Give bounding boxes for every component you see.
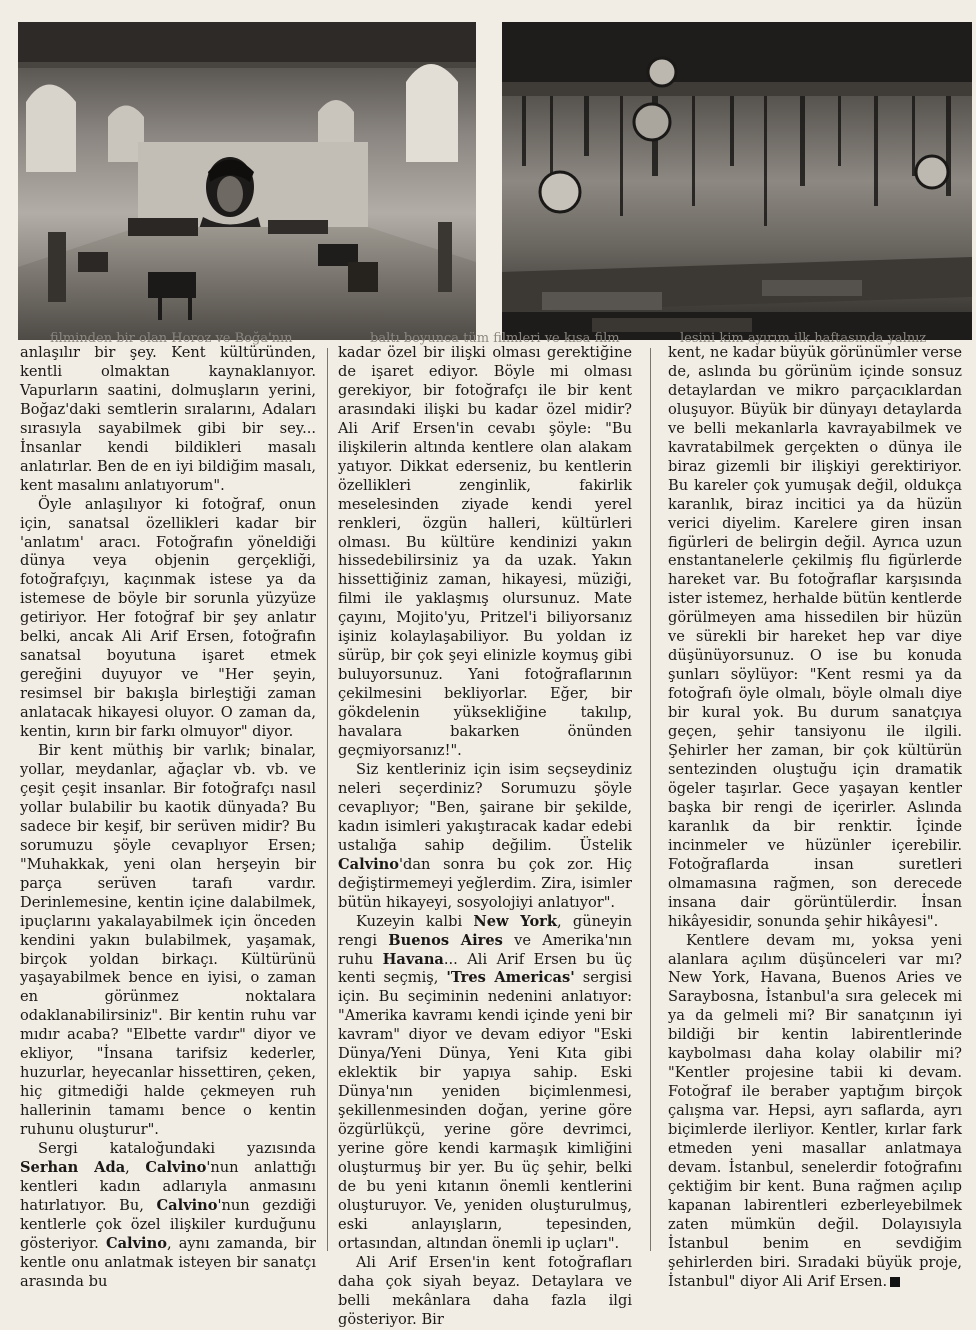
paragraph: Sergi kataloğundaki yazısında Serhan Ada, Calvino'nun anlattığı kentleri kadın adlarıyla anmasını hatırlatıyor. Bu, Calvino'nun gezdiği kentlerle çok özel ilişkiler kurduğunu gösteriyor. Calvino, aynı zamanda, bir kentle onu anlatmak isteyen bir sanatçı arasında bu: [20, 1140, 316, 1290]
article-column-1: [20, 344, 316, 1290]
paragraph: Kuzeyin kalbi New York, güneyin rengi Buenos Aires ve Amerika'nın ruhu Havana... Ali Arif Ersen bu üç kenti seçmiş, 'Tres Americas' sergisi için. Bu seçiminin nedenini anlatıyor: "Amerika kavramı kendi içinde yeni bir kavram" diyor ve devam ediyor "Eski Dünya/Yeni Dünya, Yeni Kıta gibi eklektik bir yapıya sahip. Eski Dünya'nın yeniden biçimlenmesi, şekillenmesinden doğan, yerine göre özgürlükçü, yerine göre devrimci, yerine göre kendi karmaşık kimliğini oluşturmuş bir yer. Bu üç şehir, belki de bu yeni kıtanın önemli kentlerini oluşturuyor. Ve, yeniden oluşturulmuş, eski anlayışların, tepesinden, ortasından, altından önemli ip uçları".: [338, 912, 633, 1252]
paragraph: Öyle anlaşılıyor ki fotoğraf, onun için, sanatsal özellikleri kadar bir 'anlatım' aracı. Fotoğrafın yöneldiği dünya veya objenin gerçekliği, fotoğrafçıyı, kaçınmak istese ya da istemese de böyle bir sorunla yüzyüze getiriyor. Her fotoğraf bir şey anlatır belki, ancak Ali Arif Ersen, fotoğrafın sanatsal boyutuna işaret etmek gereğini duyuyor ve "Her şeyin, resimsel bir bakışla birleştiği zaman anlatacak hikayesi oluyor. O zaman da, kentin, kırın bir farkı olmuyor" diyor.: [20, 495, 316, 741]
column-rule: [650, 348, 651, 1251]
city-new-york: New York: [473, 912, 557, 930]
photo-stained-wall-interior: [502, 22, 972, 340]
name-calvino: Calvino: [145, 1158, 207, 1176]
end-of-article-mark: [890, 1277, 900, 1287]
paragraph: Kentlere devam mı, yoksa yeni alanlara açılım düşünceleri var mı? New York, Havana, Buenos Aries ve Saraybosna, İstanbul'a sıra gelecek mi ya da gelmeli mi? Bir sanatçının iyi bildiği bir kentin labirentlerinde kaybolması daha kolay olabilir mi? "Kentler projesine tabii ki devam. Fotoğraf ile beraber yaptığım birçok çalışma var. Hepsi, ayrı saflarda, ayrı biçimlerde ilerliyor. Kentler, kırlar fark etmeden yeni masallar anlatmaya devam. İstanbul, senelerdir fotoğrafını çektiğim bir kent. Buna rağmen açılıp kapanan labirentleri ezberleyebilmek zaten mümkün değil. Dolayısıyla İstanbul benim en sevdiğim şehirlerden biri. Sıradaki büyük proje, İstanbul" diyor Ali Arif Ersen.: [668, 931, 962, 1290]
bleed-text-col1: filminden bir olan Horoz ve Boğa'nın: [50, 331, 293, 346]
name-calvino: Calvino: [338, 855, 399, 873]
article-column-3: [668, 344, 962, 1290]
bleed-text-col2: baltı boyunca tüm filmleri ve kısa film: [370, 331, 620, 346]
paragraph: Bir kent müthiş bir varlık; binalar, yollar, meydanlar, ağaçlar vb. vb. ve çeşit çeşit insanlar. Bir fotoğrafçı nasıl yollar bulabilir bu kaotik dünyada? Bu sadece bir keşif, bir serüven midir? Bu sorumuzu şöyle cevaplıyor Ersen; "Muhakkak, yeni olan herşeyin bir parça serüven tarafı vardır. Derinlemesine, kentin içine dalabilmek, ipuçlarını yakalayabilmek için önceden kendini yakın bulabilmek, yaşamak, birçok yoldan birkaçı. Kültürünü yaşayabilmek bence en iyisi, o zaman en görünmez noktalara odaklanabilirsiniz". Bir kentin ruhu var mıdır acaba? "Elbette vardır" diyor ve ekliyor, "İnsana tarifsiz kederler, huzurlar, heyecanlar hissettiren, çeken, hiç gitmediği halde çekmeyen ruh hallerinin tamamı bence o kentin ruhunu oluşturur".: [20, 742, 316, 1139]
paragraph: anlaşılır bir şey. Kent kültüründen, kentli olmaktan kaynaklanıyor. Vapurların saatini, dolmuşların yerini, Boğaz'daki semtlerin sıralarını, Adaları sırasıyla sayabilmek gibi bir sey... İnsanlar kendi bildikleri masalı anlatırlar. Ben de en iyi bildiğim masalı, kent masalını anlatıyorum".: [20, 344, 316, 494]
photo-portrait-mural-hall: [18, 22, 476, 340]
exhibition-title: 'Tres Americas': [446, 969, 575, 987]
name-serhan-ada: Serhan Ada: [20, 1158, 126, 1176]
column-rule: [327, 348, 328, 1251]
paragraph: Siz kentleriniz için isim seçseydiniz neleri seçerdiniz? Sorumuzu şöyle cevaplıyor; "Ben, şairane bir şekilde, kadın isimleri yakıştıracak kadar edebi ustalığa sahip değilim. Üstelik Calvino'dan sonra bu çok zor. Hiç değiştirmemeyi yeğlerdim. Zira, isimler bütün hikayeyi, sosyolojiyi anlatıyor".: [338, 760, 632, 911]
bleed-text-col3: lesini kim ayırım ilk haftasında yalnız: [680, 331, 927, 346]
name-calvino: Calvino: [105, 1234, 167, 1252]
city-havana: Havana: [382, 950, 444, 968]
paragraph: kadar özel bir ilişki olması gerektiğine de işaret ediyor. Böyle mi olması gerekiyor, bir fotoğrafçı ile bir kent arasındaki ilişki bu kadar özel midir? Ali Arif Ersen'in cevabı şöyle: "Bu ilişkilerin altında kentlere olan alakam yatıyor. Dikkat ederseniz, bu kentlerin özellikleri zenginlik, fakirlik meselesinden ziyade kendi yerel renkleri, özgün halleri, kültürleri olması. Bu kültüre kendinizi yakın hissedebilirsiniz ya da uzak. Yakın hissettiğiniz zaman, hikayesi, müziği, filmi ile yaklaşmış olursunuz. Mate çayını, Mojito'yu, Pritzel'i biliyorsanız işiniz kolaylaşabiliyor. Bu yoldan iz sürüp, bir çok şeyi elinizle koymuş gibi buluyorsunuz. Yani fotoğraflarının çekilmesini bekliyorlar. Eğer, bir gökdelenin yüksekliğine takılıp, havalara bakarken önünden geçmiyorsanız!".: [338, 344, 632, 760]
article-column-2: [338, 344, 633, 1328]
paragraph: kent, ne kadar büyük görünümler verse de, aslında bu görünüm içinde sonsuz detaylardan ve mikro parçacıklardan oluşuyor. Büyük bir dünyayı detaylarda ve belli mekanlarla kavrayabilmek ve kavratabilmek gerçekten o dünya ile biraz gizemli bir ilişkiyi gerektiriyor. Bu kareler çok yumuşak değil, oldukça karanlık, biraz incitici ya da hüzün verici diyelim. Karelere giren insan figürleri de belirgin değil. Ayrıca uzun enstantanelerle çekilmiş flu figürlerde hareket var. Bu fotoğraflar karşısında ister istemez, herhalde bütün kentlerde görülmeyen ama hissedilen bir hüzün ve sürekli bir hareket hep var diye düşünüyorsunuz. O ise bu konuda şunları söylüyor: "Kent resmi ya da fotoğrafı öyle olmalı, böyle olmalı diye bir kural yok. Bu durum sanatçıya geçen, şehir tansiyonu ile ilgili. Şehirler her zaman, bir çok kültürün sentezinden oluştuğu için dramatik ögeler taşırlar. Gece yaşayan kentler başka bir rengi de içerirler. Aslında karanlık da bir renktir. İçinde incinmeler ve hüzünler içerebilir. Fotoğraflarda insan suretleri olmamasına rağmen, son derecede insana dair görüntülerdir. İnsan hikâyesidir, sonunda şehir hikâyesi".: [668, 344, 962, 930]
city-buenos-aires: Buenos Aires: [388, 931, 503, 949]
name-calvino: Calvino: [156, 1196, 218, 1214]
paragraph: Ali Arif Ersen'in kent fotoğrafları daha çok siyah beyaz. Detaylara ve belli mekânlara daha fazla ilgi gösteriyor. Bir: [338, 1253, 632, 1328]
